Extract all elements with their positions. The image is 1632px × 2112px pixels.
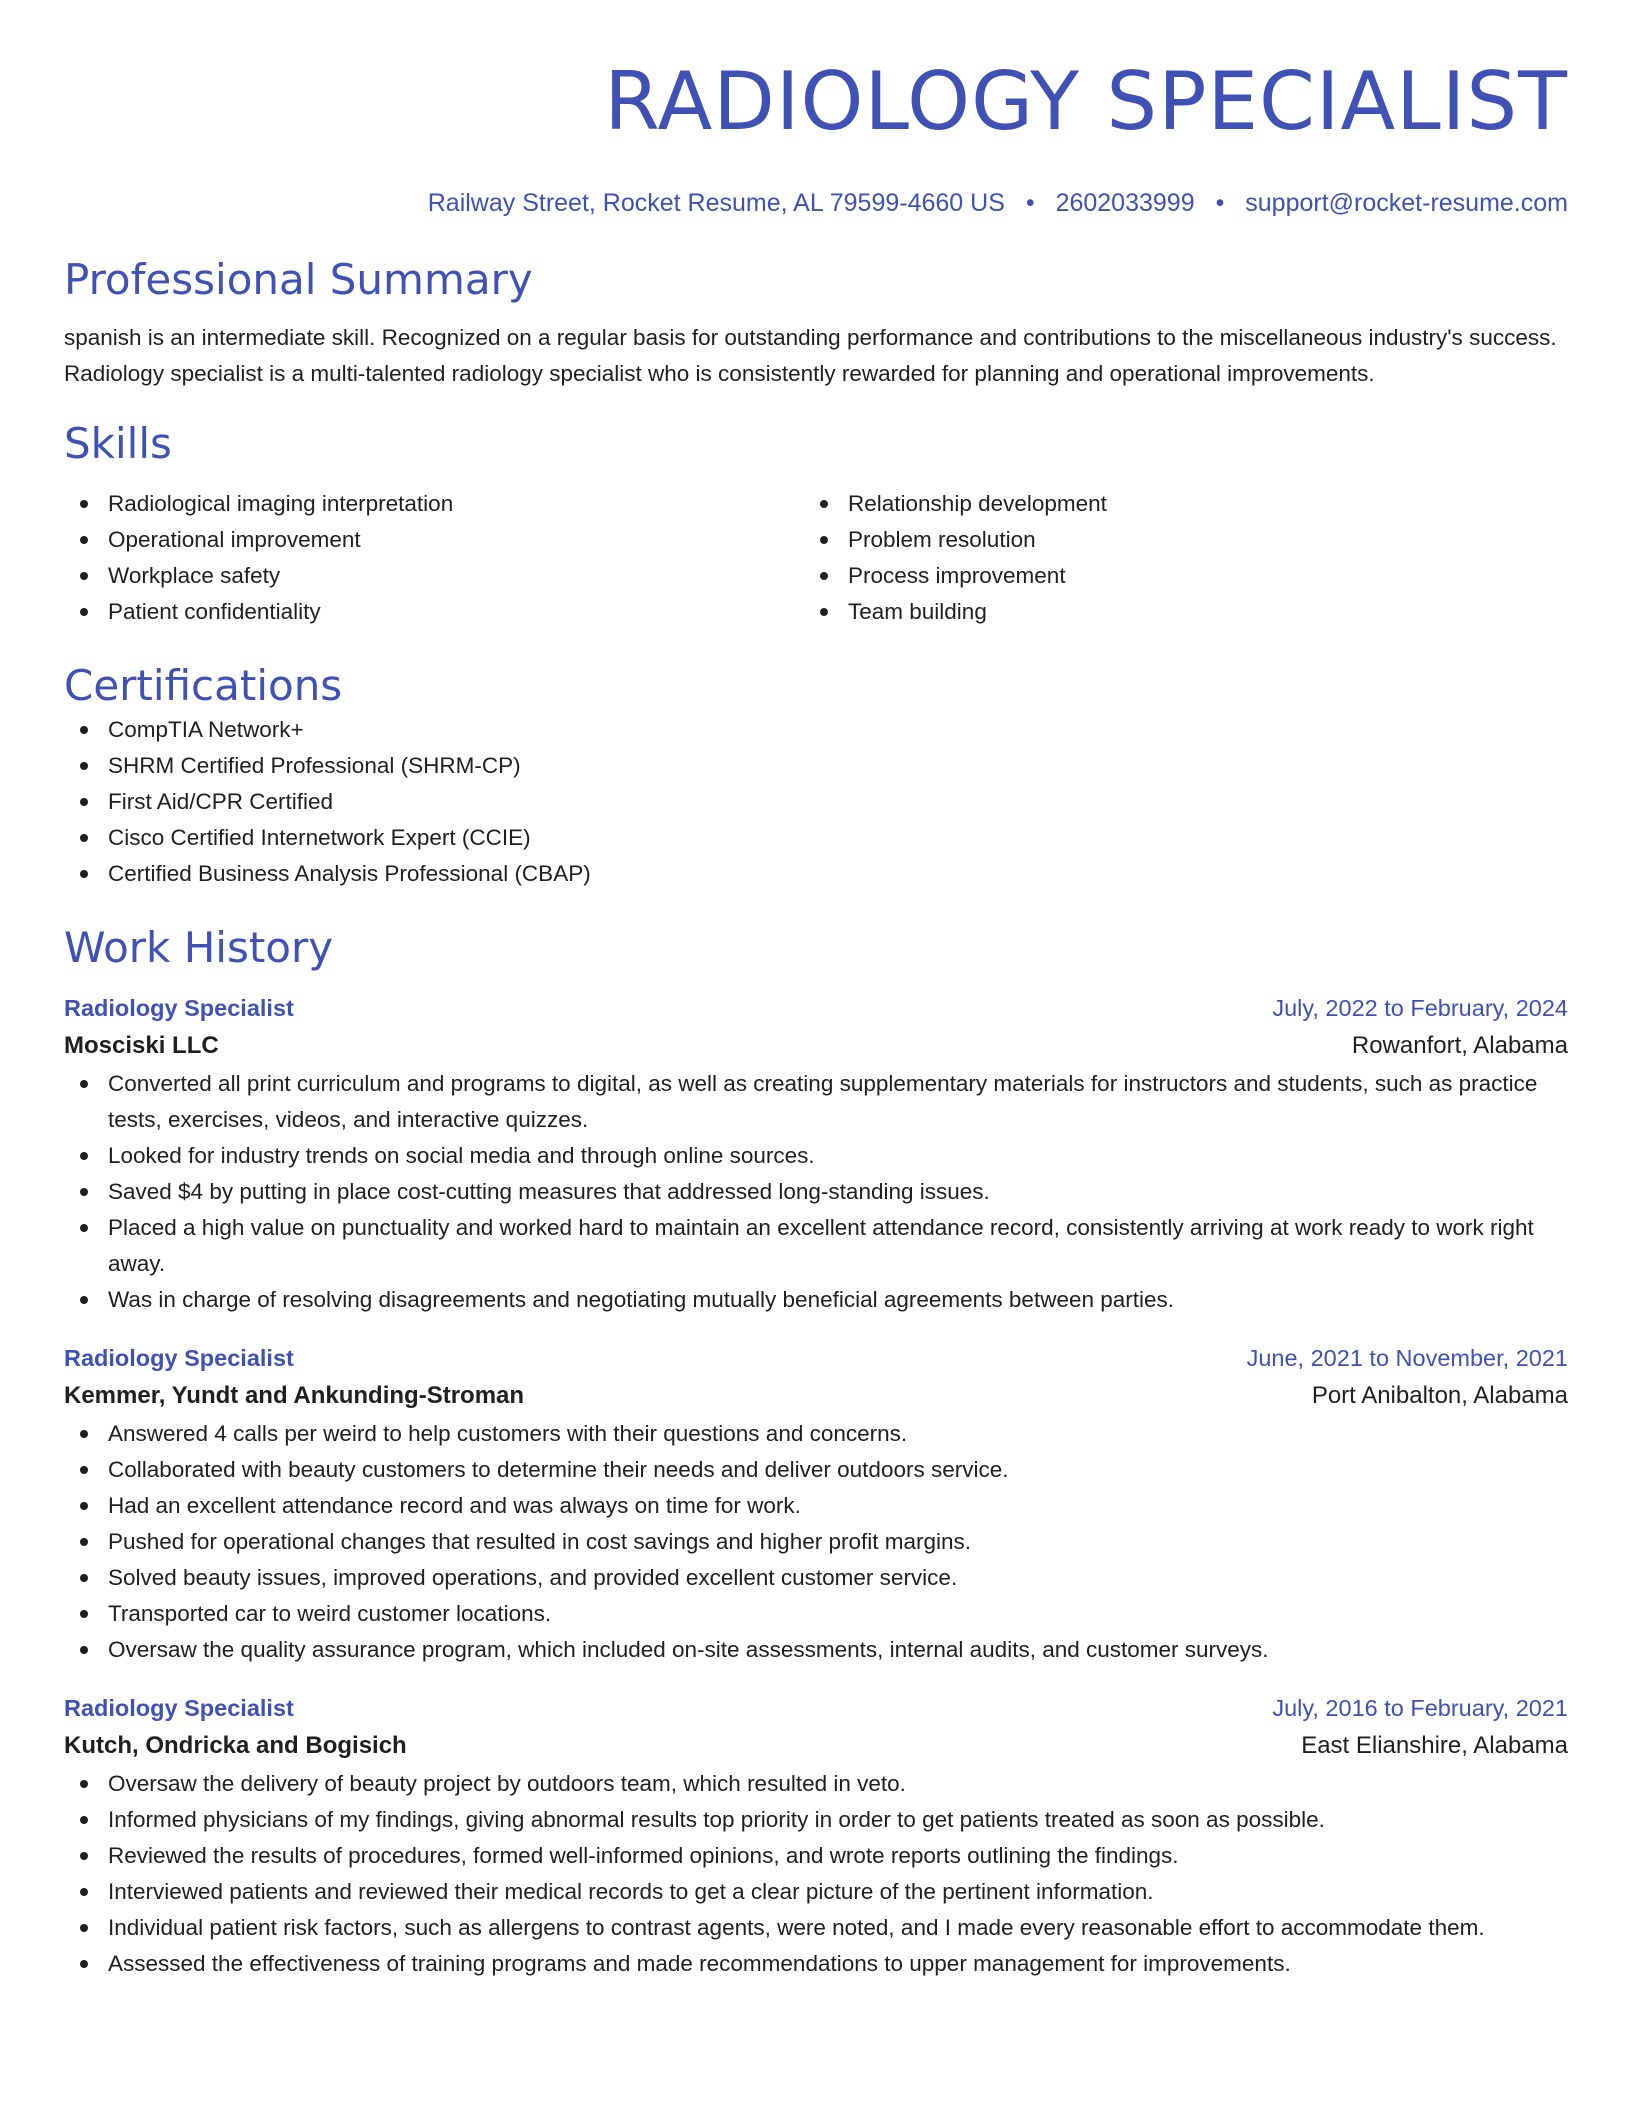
job-bullet: Assessed the effectiveness of training programs and made recommendations to upper management for improvements. [64, 1946, 1568, 1982]
job-bullet: Transported car to weird customer locations. [64, 1596, 1568, 1632]
job-company: Kutch, Ondricka and Bogisich [64, 1732, 407, 1759]
skill-item: Problem resolution [804, 522, 1544, 558]
skill-item: Operational improvement [64, 522, 804, 558]
skills-list-right [804, 486, 1544, 630]
job-bullet: Informed physicians of my findings, giving abnormal results top priority in order to get patients treated as soon as possible. [64, 1802, 1568, 1838]
summary-heading: Professional Summary [64, 255, 533, 304]
certification-item: Cisco Certified Internetwork Expert (CCIE) [64, 820, 1568, 856]
job-bullet: Placed a high value on punctuality and worked hard to maintain an excellent attendance record, consistently arriving at work ready to work right away. [64, 1210, 1568, 1282]
skill-item: Relationship development [804, 486, 1544, 522]
job-bullet: Interviewed patients and reviewed their medical records to get a clear picture of the pertinent information. [64, 1874, 1568, 1910]
job-title: Radiology Specialist [64, 995, 294, 1021]
job-title: Radiology Specialist [64, 1345, 294, 1371]
job-company-row [64, 1726, 1568, 1766]
job-bullet: Oversaw the quality assurance program, which included on-site assessments, internal audits, and customer surveys. [64, 1632, 1568, 1668]
certification-item: Certified Business Analysis Professional (CBAP) [64, 856, 1568, 892]
contact-separator: • [1215, 189, 1225, 217]
job-header-row [64, 990, 1568, 1026]
skills-grid [64, 486, 1568, 630]
job-bullet-list [64, 1766, 1568, 1982]
job-location: Rowanfort, Alabama [1351, 1032, 1568, 1059]
skills-list-left [64, 486, 804, 630]
job-company: Kemmer, Yundt and Ankunding-Stroman [64, 1382, 525, 1409]
certification-item: First Aid/CPR Certified [64, 784, 1568, 820]
job-bullet: Answered 4 calls per weird to help customers with their questions and concerns. [64, 1416, 1568, 1452]
contact-line [64, 188, 1568, 218]
skill-item: Process improvement [804, 558, 1544, 594]
job-bullet: Was in charge of resolving disagreements and negotiating mutually beneficial agreements between parties. [64, 1282, 1568, 1318]
skills-column-left [64, 486, 804, 630]
skill-item: Team building [804, 594, 1544, 630]
certifications-list [64, 712, 1568, 892]
job-bullet: Had an excellent attendance record and was always on time for work. [64, 1488, 1568, 1524]
resume-header [64, 52, 1568, 218]
job-bullet: Individual patient risk factors, such as allergens to contrast agents, were noted, and I made every reasonable effort to accommodate them. [64, 1910, 1568, 1946]
skill-item: Radiological imaging interpretation [64, 486, 804, 522]
job-location: East Elianshire, Alabama [1301, 1732, 1568, 1759]
job-bullet: Oversaw the delivery of beauty project by outdoors team, which resulted in veto. [64, 1766, 1568, 1802]
candidate-name: RADIOLOGY SPECIALIST [604, 55, 1568, 148]
skill-item: Patient confidentiality [64, 594, 804, 630]
job-company-row [64, 1376, 1568, 1416]
job-entry [64, 1340, 1568, 1668]
contact-phone: 2602033999 [1055, 189, 1195, 217]
job-bullet: Saved $4 by putting in place cost-cutting measures that addressed long-standing issues. [64, 1174, 1568, 1210]
job-bullet: Looked for industry trends on social media and through online sources. [64, 1138, 1568, 1174]
job-bullet: Pushed for operational changes that resulted in cost savings and higher profit margins. [64, 1524, 1568, 1560]
job-bullet: Converted all print curriculum and programs to digital, as well as creating supplementary materials for instructors and students, such as practice tests, exercises, videos, and interactive quizzes. [64, 1066, 1568, 1138]
job-header-row [64, 1690, 1568, 1726]
certifications-heading: Certifications [64, 661, 343, 710]
skills-column-right [804, 486, 1544, 630]
job-dates: July, 2022 to February, 2024 [1272, 995, 1568, 1021]
skill-item: Workplace safety [64, 558, 804, 594]
job-dates: June, 2021 to November, 2021 [1246, 1345, 1568, 1371]
job-title: Radiology Specialist [64, 1695, 294, 1721]
job-bullet-list [64, 1066, 1568, 1318]
certification-item: SHRM Certified Professional (SHRM-CP) [64, 748, 1568, 784]
contact-separator: • [1025, 189, 1035, 217]
job-bullet-list [64, 1416, 1568, 1668]
job-bullet: Reviewed the results of procedures, formed well-informed opinions, and wrote reports outlining the findings. [64, 1838, 1568, 1874]
contact-email: support@rocket-resume.com [1245, 189, 1568, 217]
job-dates: July, 2016 to February, 2021 [1272, 1695, 1568, 1721]
job-header-row [64, 1340, 1568, 1376]
job-bullet: Collaborated with beauty customers to determine their needs and deliver outdoors service. [64, 1452, 1568, 1488]
certification-item: CompTIA Network+ [64, 712, 1568, 748]
job-entry [64, 1690, 1568, 1982]
job-company: Mosciski LLC [64, 1032, 219, 1059]
job-location: Port Anibalton, Alabama [1311, 1382, 1568, 1409]
job-entry [64, 990, 1568, 1318]
work-history-heading: Work History [64, 923, 334, 972]
job-company-row [64, 1026, 1568, 1066]
job-bullet: Solved beauty issues, improved operations, and provided excellent customer service. [64, 1560, 1568, 1596]
contact-address: Railway Street, Rocket Resume, AL 79599-4660 US [427, 189, 1005, 217]
skills-heading: Skills [64, 419, 172, 468]
summary-text: spanish is an intermediate skill. Recognized on a regular basis for outstanding performance and contributions to the miscellaneous industry's success. Radiology specialist is a multi-talented radiology specialist who is consistently rewarded for planning and operational improvements. [64, 325, 1557, 386]
